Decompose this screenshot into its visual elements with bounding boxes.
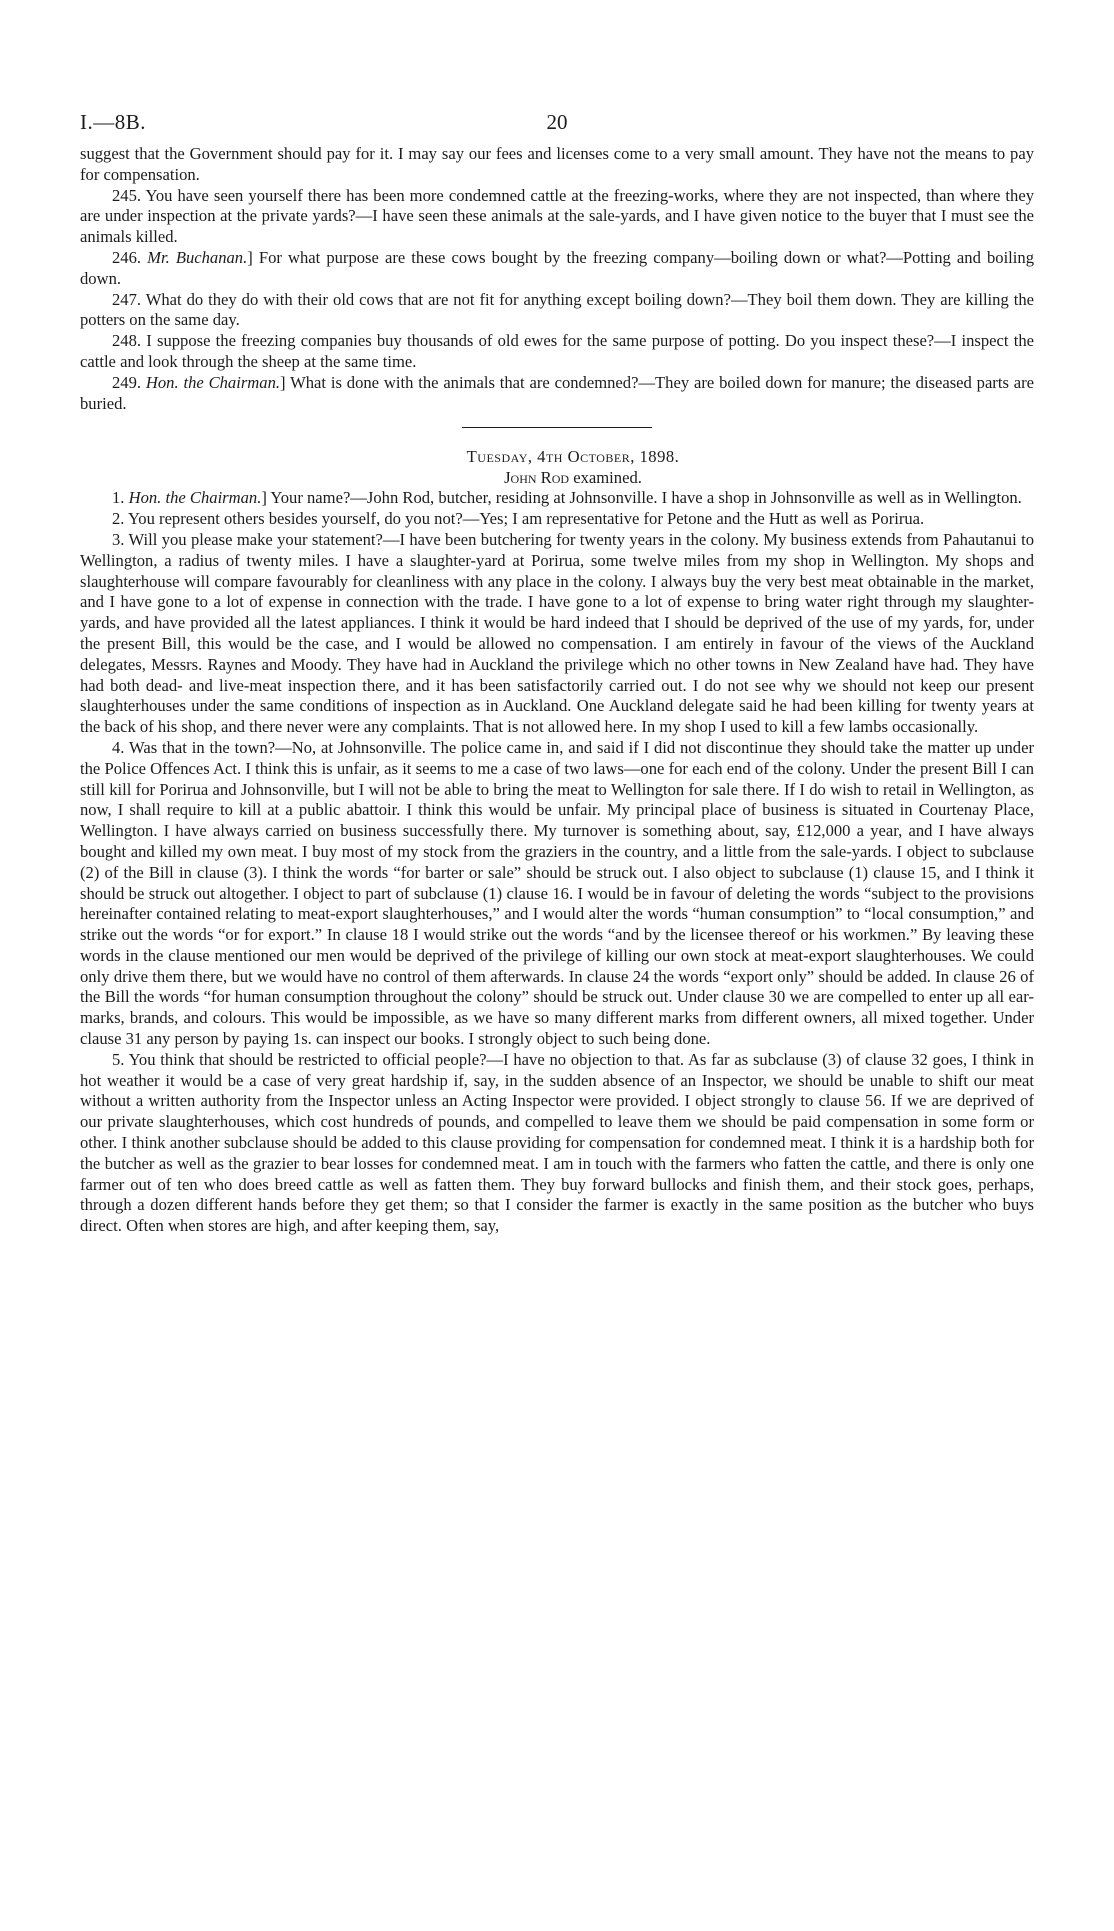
question-text: ] What is done with the animals that are condemned?—They are boiled down for manure; the diseased parts are buried. bbox=[80, 372, 1035, 413]
question-249 bbox=[80, 373, 1034, 415]
question-4: 4. Was that in the town?—No, at Johnsonville. The police came in, and said if I did not discontinue they should take the matter up under the Police Offences Act. I think this is unfair, as it seems to me a case of two laws—one for each end of the colony. Under the present Bill I can still kill for Porirua and Johnsonville, but I will not be able to bring the meat to Wellington for sale there. If I do wish to retail in Wellington, as now, I shall require to kill at a public abattoir. I think this would be unfair. My principal place of business is situated in Courtenay Place, Wellington. I have always carried on business successfully there. My turnover is something about, say, £12,000 a year, and I have always bought and killed my own meat. I buy most of my stock from the graziers in the country, and a little from the sale-yards. I object to subclause (2) of the Bill in clause (3). I think the words “for barter or sale” should be struck out. I also object to subclause (1) clause 15, and I think it should be struck out altogether. I object to part of subclause (1) clause 16. I would be in favour of deleting the words “subject to the provisions hereinafter contained relating to meat-export slaughterhouses,” and I would alter the words “human consumption” to “local consumption,” and strike out the words “or for export.” In clause 18 I would strike out the words “and by the licensee thereof or his workmen.” By leaving these words in the clause mentioned our men would be deprived of the privilege of killing our own stock at meat-export slaughterhouses. We could only drive them there, but we would have no control of them afterwards. In clause 24 the words “export only” should be added. In clause 26 of the Bill the words “for human consumption throughout the colony” should be struck out. Under clause 30 we are compelled to enter up all ear-marks, brands, and colours. This would be impossible, as we have so many different marks from different owners, all mixed together. Under clause 31 any person by paying 1s. can inspect our books. I strongly object to such being done. bbox=[80, 737, 1034, 1049]
speaker-name: Hon. the Chairman. bbox=[128, 488, 262, 508]
question-245: 245. You have seen yourself there has been more condemned cattle at the freezing-works, where they are not inspected, than where they are under inspection at the private yards?—I have seen these animals at the sale-yards, and I have given notice to the buyer that I must see the animals killed. bbox=[80, 185, 1034, 247]
session-date: Tuesday, 4th October, 1898. bbox=[466, 447, 680, 467]
continuation-paragraph: suggest that the Government should pay for it. I may say our fees and licenses come to a very small amount. They have not the means to pay for compensation. bbox=[80, 144, 1034, 184]
page-body bbox=[80, 144, 1034, 1237]
question-number: 249. bbox=[112, 372, 142, 392]
question-247: 247. What do they do with their old cows that are not fit for anything except boiling down?—They boil them down. They are killing the potters on the same day. bbox=[80, 289, 1034, 330]
question-3: 3. Will you please make your statement?—I have been butchering for twenty years in the colony. My business extends from Pahautanui to Wellington, a radius of twenty miles. I have a slaughter-yard at Porirua, some twelve miles from my shop in Wellington. My shops and slaughterhouse will compare favourably for cleanliness with any place in the colony. I always buy the very best meat obtainable in the market, and I have gone to a lot of expense in connection with the trade. I have gone to a lot of expense to bring water right through my slaughter-yards, and have provided all the latest appliances. I think it would be hard indeed that I should be deprived of the use of my yards, for, under the present Bill, this would be the case, and I would be allowed no compensation. I am entirely in favour of the views of the Auckland delegates, Messrs. Raynes and Moody. They have had in Auckland the privilege which no other towns in New Zealand have had. They have had both dead- and live-meat inspection there, and it has been satisfactorily carried out. I do not see why we should not keep our present slaughterhouses under the same conditions of inspection as in Auckland. One Auckland delegate said he had been killing for twenty years at the back of his shop, and there never were any complaints. That is not allowed here. In my shop I used to kill a few lambs occasionally. bbox=[80, 529, 1034, 737]
question-246 bbox=[80, 248, 1034, 290]
question-2: 2. You represent others besides yourself, do you not?—Yes; I am representative for Petone and the Hutt as well as Porirua. bbox=[112, 509, 925, 529]
question-text: ] Your name?—John Rod, butcher, residing at Johnsonville. I have a shop in Johnsonville as well as in Wellington. bbox=[261, 488, 1022, 508]
page-header bbox=[80, 104, 1034, 144]
section-divider bbox=[462, 427, 652, 428]
speaker-name: Hon. the Chairman. bbox=[145, 372, 281, 392]
question-1 bbox=[80, 488, 1034, 509]
speaker-name: Mr. Buchanan. bbox=[147, 247, 248, 267]
page-number: 20 bbox=[546, 110, 568, 134]
witness-status: examined. bbox=[569, 468, 642, 488]
document-reference: I.—8B. bbox=[80, 110, 146, 134]
question-number: 1. bbox=[112, 488, 125, 508]
witness-name: John Rod bbox=[504, 468, 570, 488]
question-5: 5. You think that should be restricted to official people?—I have no objection to that. As far as subclause (3) of clause 32 goes, I think in hot weather it would be a case of very great hardship if, say, in the sudden absence of an Inspector, we should be unable to shift our meat without a written authority from the Inspector unless an Acting Inspector were provided. I object strongly to clause 56. If we are deprived of our private slaughterhouses, which cost hundreds of pounds, and compelled to leave them we should be paid compensation in some form or other. I think another subclause should be added to this clause providing for compensation for condemned meat. I think it is a hardship both for the butcher as well as the grazier to bear losses for condemned meat. I am in touch with the farmers who fatten the cattle, and there is only one farmer out of ten who does breed cattle as well as fatten them. They buy forward bullocks and finish them, and their stock goes, perhaps, through a dozen different hands before they get them; so that I consider the farmer is exactly in the same position as the butcher who buys direct. Often when stores are high, and after keeping them, say, bbox=[80, 1049, 1034, 1236]
witness-heading bbox=[80, 467, 1034, 488]
question-number: 246. bbox=[112, 247, 142, 267]
question-text: ] For what purpose are these cows bought by the freezing company—boiling down or what?—Potting and boiling down. bbox=[80, 247, 1034, 288]
question-248: 248. I suppose the freezing companies buy thousands of old ewes for the same purpose of potting. Do you inspect these?—I inspect the cattle and look through the sheep at the same time. bbox=[80, 331, 1034, 371]
